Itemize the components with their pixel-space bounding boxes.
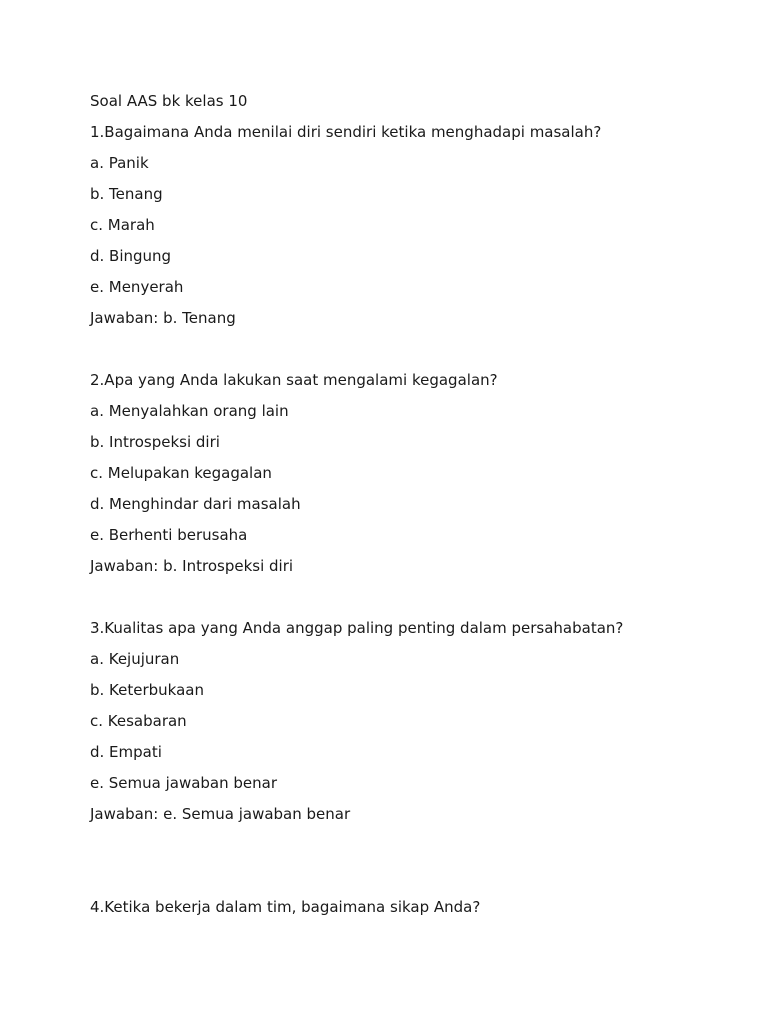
answer-text: Jawaban: b. Tenang xyxy=(90,309,236,327)
question-text: 3.Kualitas apa yang Anda anggap paling penting dalam persahabatan? xyxy=(90,619,624,637)
question-1 xyxy=(90,122,730,328)
question-text: 2.Apa yang Anda lakukan saat mengalami kegagalan? xyxy=(90,371,498,389)
option-c: c. Kesabaran xyxy=(90,712,187,730)
option-b: b. Tenang xyxy=(90,185,163,203)
blank-line xyxy=(90,339,730,370)
option-d: d. Empati xyxy=(90,743,162,761)
answer-text: Jawaban: e. Semua jawaban benar xyxy=(90,805,351,823)
option-a: a. Panik xyxy=(90,154,149,172)
answer-text: Jawaban: b. Introspeksi diri xyxy=(90,557,294,575)
document-title: Soal AAS bk kelas 10 xyxy=(90,92,248,110)
option-a: a. Menyalahkan orang lain xyxy=(90,402,289,420)
question-4 xyxy=(90,897,730,917)
option-e: e. Berhenti berusaha xyxy=(90,526,248,544)
option-b: b. Introspeksi diri xyxy=(90,433,220,451)
blank-line xyxy=(90,835,730,897)
option-b: b. Keterbukaan xyxy=(90,681,204,699)
option-c: c. Melupakan kegagalan xyxy=(90,464,272,482)
option-e: e. Semua jawaban benar xyxy=(90,774,278,792)
document-page xyxy=(90,91,730,928)
question-3 xyxy=(90,618,730,824)
option-e: e. Menyerah xyxy=(90,278,184,296)
option-c: c. Marah xyxy=(90,216,155,234)
question-text: 1.Bagaimana Anda menilai diri sendiri ketika menghadapi masalah? xyxy=(90,123,602,141)
option-a: a. Kejujuran xyxy=(90,650,180,668)
option-d: d. Bingung xyxy=(90,247,172,265)
blank-line xyxy=(90,587,730,618)
question-text: 4.Ketika bekerja dalam tim, bagaimana sikap Anda? xyxy=(90,898,481,916)
option-d: d. Menghindar dari masalah xyxy=(90,495,301,513)
question-2 xyxy=(90,370,730,576)
